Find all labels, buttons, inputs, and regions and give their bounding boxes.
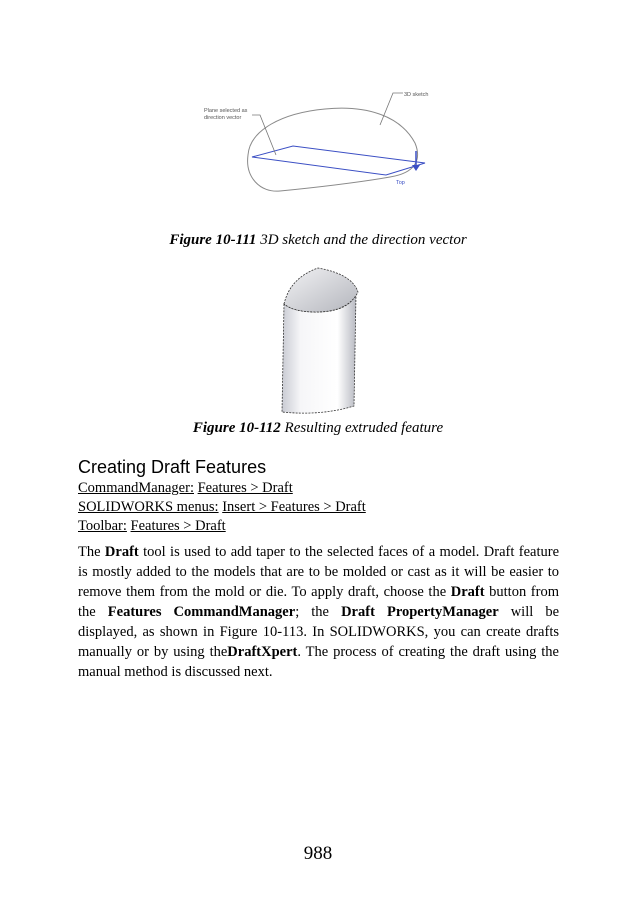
text-run: will be displayed, as shown in Figure 10-113. In SOLIDWORKS, you can create drafts manually or by using the: [78, 604, 560, 660]
path-commandmanager: [78, 480, 293, 497]
callout-3d-sketch: 3D sketch: [404, 92, 429, 98]
text-run: The: [78, 544, 105, 560]
path-label: SOLIDWORKS menus:: [78, 499, 219, 515]
page-number: 988: [303, 843, 333, 864]
figure-number: Figure 10-112: [192, 420, 281, 436]
bold-term: Draft: [104, 544, 139, 560]
body-paragraph: [78, 542, 559, 682]
path-label: Toolbar:: [78, 518, 127, 534]
sketch-curve: [248, 108, 418, 191]
text-run: ; the: [295, 604, 342, 620]
figure-caption-text: 3D sketch and the direction vector: [260, 232, 467, 248]
bold-term: Features CommandManager: [107, 604, 296, 620]
figure-3d-sketch: [190, 85, 440, 195]
path-value: Insert > Features > Draft: [222, 499, 366, 515]
text-run: tool is used to add taper to the selected faces of a model. Draft feature is mostly added to the models that are to be molded or cast as it will be easier to remove them from the mold or die. To apply draft, choose the: [78, 544, 559, 600]
direction-plane: [252, 146, 425, 175]
path-menus: [78, 499, 366, 516]
bold-term: Draft PropertyManager: [341, 604, 499, 620]
callout-plane-line2: direction vector: [204, 115, 242, 121]
callout-plane-line1: Plane selected as: [204, 108, 248, 114]
text-run: button from the: [78, 584, 559, 620]
path-label: CommandManager:: [78, 480, 194, 496]
figure-number: Figure 10-111: [169, 232, 257, 248]
figure-caption-112: [0, 420, 636, 437]
section-heading: Creating Draft Features: [78, 457, 267, 477]
figure-caption-111: [0, 232, 636, 249]
path-value: Features > Draft: [130, 518, 226, 534]
figure-caption-text: Resulting extruded feature: [284, 420, 444, 436]
text-run: . The process of creating the draft using the manual method is discussed next.: [78, 644, 559, 680]
callout-top: Top: [396, 180, 405, 186]
path-value: Features > Draft: [197, 480, 293, 496]
figure-extruded-feature: [276, 264, 366, 419]
path-toolbar: [78, 518, 226, 535]
bold-term: DraftXpert: [227, 644, 298, 660]
bold-term: Draft: [450, 584, 485, 600]
